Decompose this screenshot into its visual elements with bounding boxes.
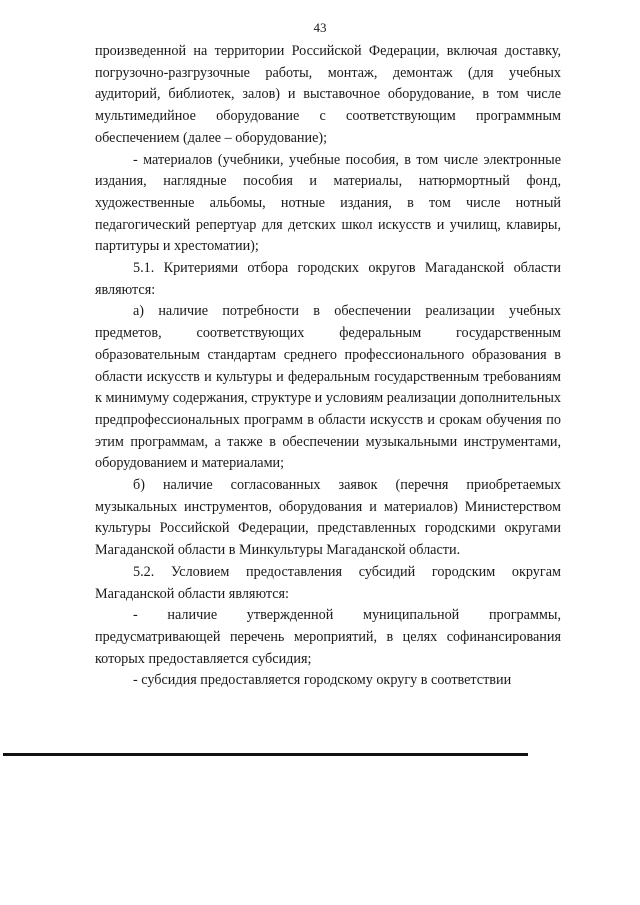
- paragraph: а) наличие потребности в обеспечении реализации учебных предметов, соответствующих федеральным государственным образовательным стандартам среднего профессионального образования в области искусств и культуры и федеральным государственным требованиям к минимуму содержания, структуре и условиям реализации дополнительных предпрофессиональных программ в области искусств и срокам обучения по этим программам, а также в обеспечении музыкальными инструментами, оборудованием и материалами;: [95, 303, 561, 472]
- document-body: [95, 41, 561, 692]
- paragraph: - наличие утвержденной муниципальной программы, предусматривающей перечень мероприятий, в целях софинансирования которых предоставляется субсидия;: [95, 607, 561, 667]
- paragraph: 5.1. Критериями отбора городских округов Магаданской области являются:: [95, 260, 561, 298]
- paragraph: - субсидия предоставляется городскому округу в соответствии: [133, 672, 512, 689]
- paragraph: - материалов (учебники, учебные пособия, в том числе электронные издания, наглядные пособия и материалы, натюрмортный фонд, художественные альбомы, нотные издания, в том числе нотный педагогический репертуар для детских школ искусств и училищ, клавиры, партитуры и хрестоматии);: [95, 151, 561, 255]
- paragraph: 5.2. Условием предоставления субсидий городским округам Магаданской области являются:: [95, 563, 561, 602]
- horizontal-divider: [3, 753, 528, 756]
- page-number: 43: [313, 20, 327, 35]
- paragraph: произведенной на территории Российской Федерации, включая доставку, погрузочно-разгрузочные работы, монтаж, демонтаж (для учебных аудиторий, библиотек, залов) и выставочное оборудование, в том числе мультимедийное оборудование с соответствующим программным обеспечением (далее – оборудование);: [95, 43, 561, 146]
- paragraph: б) наличие согласованных заявок (перечня приобретаемых музыкальных инструментов, оборудования и материалов) Министерством культуры Российской Федерации, представленных городскими округами Магаданской области в Минкультуры Магаданской области.: [95, 477, 561, 559]
